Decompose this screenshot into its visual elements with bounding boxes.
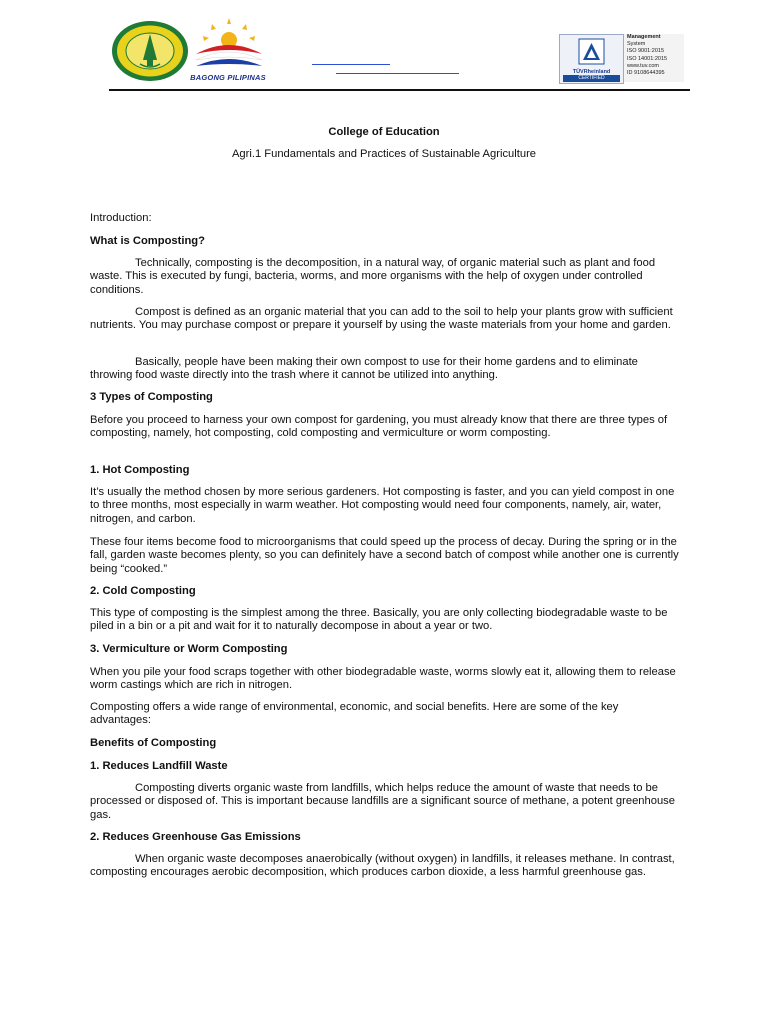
cert-badge: CERTIFIED [563, 75, 620, 82]
paragraph: Technically, composting is the decomposition, in a natural way, of organic material such as plant and food waste. This is executed by fungi, bacteria, worms, and more organisms with the help of oxygen under controlled conditions. [90, 257, 656, 296]
college-title: College of Education [328, 126, 440, 138]
cert-line: ISO 14001:2015 [627, 55, 668, 62]
cert-line: Management [627, 34, 661, 40]
heading-cold-composting: 2. Cold Composting [90, 585, 196, 597]
cert-line: www.tuv.com [627, 62, 659, 69]
cert-label: TÜVRheinland [572, 69, 611, 75]
heading-benefits: Benefits of Composting [90, 737, 217, 749]
heading-what-is-composting: What is Composting? [90, 235, 205, 247]
header-link-underline[interactable] [312, 64, 390, 65]
heading-reduces-ghg: 2. Reduces Greenhouse Gas Emissions [90, 831, 301, 843]
heading-types: 3 Types of Composting [90, 391, 213, 403]
paragraph: Compost is defined as an organic material that you can add to the soil to help your plants grow with sufficient nutrients. You may purchase compost or prepare it yourself by using the waste materials from your home and garden. [90, 306, 673, 332]
paragraph: Basically, people have been making their own compost to use for their home gardens and to eliminate throwing food waste directly into the trash where it cannot be utilized into anything. [90, 356, 638, 382]
document-header [0, 0, 768, 95]
tuv-certification-badge [559, 34, 624, 84]
intro-label: Introduction: [90, 212, 152, 224]
heading-hot-composting: 1. Hot Composting [90, 464, 190, 476]
header-divider [109, 89, 690, 91]
heading-reduces-landfill: 1. Reduces Landfill Waste [90, 760, 228, 772]
cert-line: ID 9108644395 [627, 70, 665, 77]
cert-line: ISO 9001:2015 [627, 48, 665, 55]
paragraph: When you pile your food scraps together with other biodegradable waste, worms slowly eat it, allowing them to release worm castings which are rich in nitrogen. [90, 666, 676, 692]
paragraph: Composting offers a wide range of environmental, economic, and social benefits. Here are some of the key advantages: [90, 701, 619, 727]
tuv-triangle-icon [560, 37, 623, 71]
paragraph: This type of composting is the simplest among the three. Basically, you are only collecting biodegradable waste to be piled in a bin or a pit and wait for it to naturally decompose in about a year or two. [90, 607, 668, 633]
paragraph: These four items become food to microorganisms that could speed up the process of decay. During the spring or in the fall, garden waste becomes plenty, so you can definitely have a second batch of compost while another one is currently being “cooked.” [90, 536, 679, 575]
paragraph: It’s usually the method chosen by more serious gardeners. Hot composting is faster, and you can yield compost in one to three months, most especially in warm weather. Hot composting would need four components, namely, air, water, nitrogen, and carbon. [90, 486, 675, 525]
university-seal-logo [110, 20, 190, 82]
paragraph: Composting diverts organic waste from landfills, which helps reduce the amount of waste that needs to be processed or disposed of. This is important because landfills are a significant source of methane, a potent greenhouse gas. [90, 782, 675, 821]
paragraph: When organic waste decomposes anaerobically (without oxygen) in landfills, it releases methane. In contrast, composting encourages aerobic decomposition, which produces carbon dioxide, a less harmful greenhouse gas. [90, 853, 675, 879]
header-link-underline[interactable] [336, 73, 459, 74]
paragraph: Before you proceed to harness your own compost for gardening, you must already know that there are three types of composting, namely, hot composting, cold composting and vermiculture or worm composting. [90, 414, 668, 440]
logo-caption: BAGONG PILIPINAS [190, 73, 266, 82]
cert-line: System [627, 41, 646, 48]
course-title: Agri.1 Fundamentals and Practices of Sustainable Agriculture [231, 148, 537, 160]
cert-info [624, 34, 684, 82]
heading-vermiculture: 3. Vermiculture or Worm Composting [90, 643, 288, 655]
